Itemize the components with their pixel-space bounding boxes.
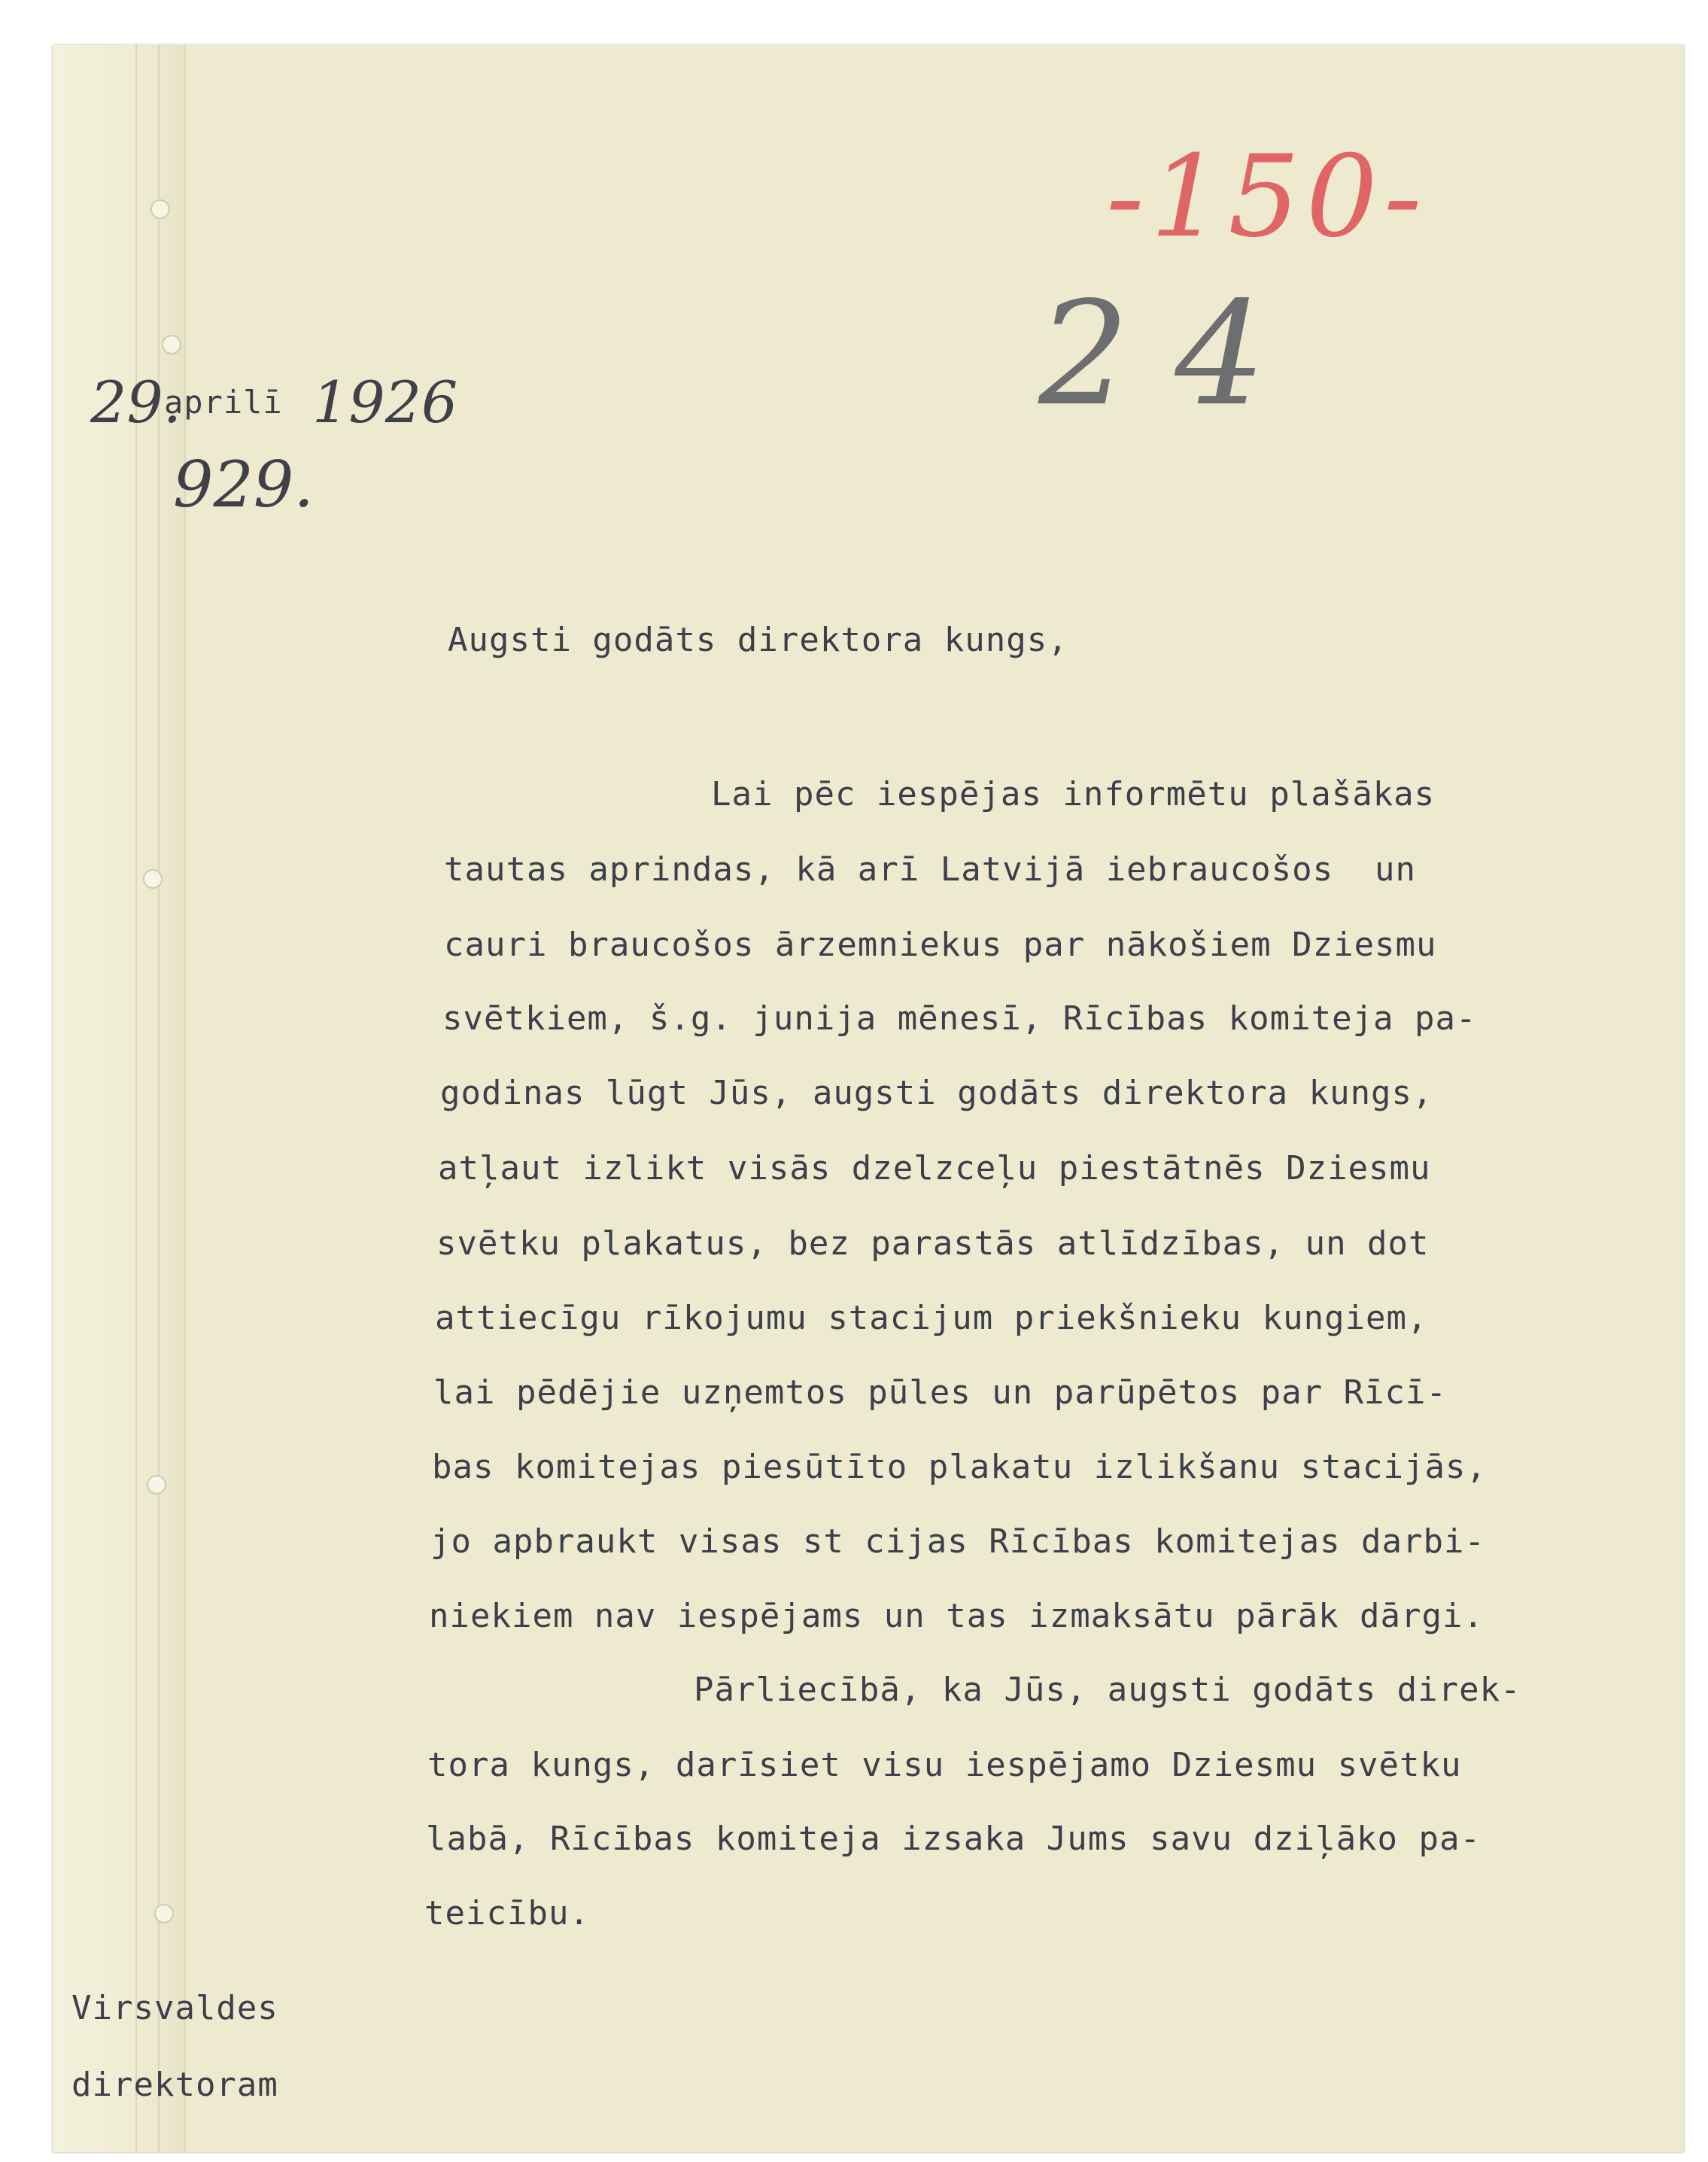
punch-hole: [143, 869, 163, 889]
body-line: tautas aprindas, kā arī Latvijā iebraucošos un: [444, 850, 1417, 889]
body-line: jo apbraukt visas st cijas Rīcības komitejas darbi-: [430, 1522, 1486, 1561]
body-line: atļaut izlikt visās dzelzceļu piestātnēs Dziesmu: [438, 1149, 1431, 1187]
punch-hole: [154, 1904, 174, 1923]
body-line: Pārliecībā, ka Jūs, augsti godāts direk-: [694, 1671, 1521, 1709]
body-line: tora kungs, darīsiet visu iespējamo Dziesmu svētku: [427, 1746, 1462, 1784]
body-line: godinas lūgt Jūs, augsti godāts direktora kungs,: [440, 1074, 1433, 1112]
archive-number-red: -150-: [1106, 132, 1428, 263]
body-line: teicību.: [424, 1894, 590, 1932]
document-page: [53, 45, 1684, 2152]
body-line: attiecīgu rīkojumu stacijum priekšnieku kungiem,: [435, 1299, 1428, 1337]
handwritten-date-day: 29.: [90, 369, 181, 436]
body-line: svētku plakatus, bez parastās atlīdzības, un dot: [436, 1224, 1430, 1263]
typed-date-month: aprilī: [164, 384, 283, 421]
punch-hole: [150, 199, 170, 219]
body-line: Lai pēc iespējas informētu plašākas: [711, 775, 1436, 813]
body-line: cauri braucošos ārzemniekus par nākošiem Dziesmu: [444, 926, 1437, 964]
fold-line: [135, 45, 137, 2152]
binding-strip: [53, 45, 186, 2152]
handwritten-date-year: 1926: [312, 369, 458, 436]
fold-line: [158, 45, 160, 2152]
handwritten-pencil-mark: 2 4: [1038, 271, 1266, 437]
body-line: svētkiem, š.g. junija mēnesī, Rīcības komiteja pa-: [442, 999, 1477, 1038]
body-line: lai pēdējie uzņemtos pūles un parūpētos par Rīcī-: [433, 1373, 1448, 1412]
body-line: niekiem nav iespējams un tas izmaksātu pārāk dārgi.: [429, 1597, 1485, 1635]
recipient-line-2: direktoram: [71, 2066, 278, 2104]
punch-hole: [147, 1475, 166, 1495]
body-line: labā, Rīcības komiteja izsaka Jums savu dziļāko pa-: [426, 1820, 1482, 1858]
body-line: bas komitejas piesūtīto plakatu izlikšanu stacijās,: [432, 1448, 1488, 1486]
punch-hole: [162, 335, 181, 354]
recipient-line-1: Virsvaldes: [71, 1989, 278, 2027]
handwritten-reference-number: 929.: [173, 448, 315, 521]
letter-salutation: Augsti godāts direktora kungs,: [448, 621, 1068, 659]
